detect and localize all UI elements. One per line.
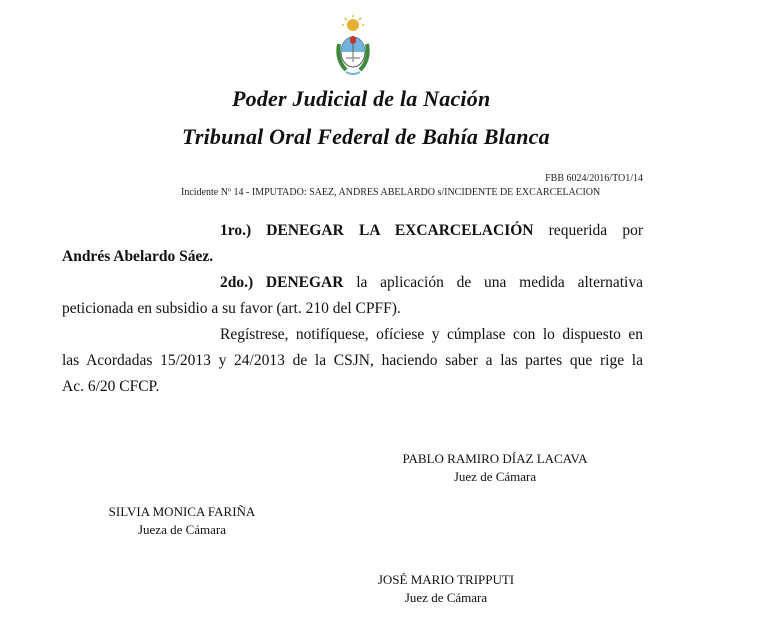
coat-of-arms-seal-icon xyxy=(330,14,376,78)
resolution-1-label: 1ro.) DENEGAR LA EXCARCELACIÓN xyxy=(220,222,534,239)
signer-name: SILVIA MONICA FARIÑA xyxy=(108,504,256,519)
resolution-3-line-1: Regístrese, notifíquese, ofíciese y cúmplase con lo dispuesto en xyxy=(220,326,643,343)
resolution-2-label: 2do.) DENEGAR xyxy=(220,274,344,291)
signature-block xyxy=(99,503,265,539)
resolution-3-line-3: Ac. 6/20 CFCP. xyxy=(62,378,160,395)
signer-title: Juez de Cámara xyxy=(404,590,488,605)
court-name-line-2: Tribunal Oral Federal de Bahía Blanca xyxy=(182,124,550,149)
signature-block xyxy=(387,450,603,486)
signer-title: Juez de Cámara xyxy=(453,469,537,484)
case-number: FBB 6024/2016/TO1/14 xyxy=(545,173,643,184)
defendant-name: Andrés Abelardo Sáez. xyxy=(62,248,214,265)
resolution-2-text-2: peticionada en subsidio a su favor (art. 210 del CPFF). xyxy=(62,300,401,317)
signer-name: PABLO RAMIRO DÍAZ LACAVA xyxy=(402,451,588,466)
signature-block xyxy=(347,571,545,607)
resolution-item-3 xyxy=(62,322,643,400)
resolution-2-text-1: la aplicación de una medida alternativa xyxy=(343,274,643,291)
resolution-item-2 xyxy=(62,270,643,322)
incident-caption: Incidente Nº 14 - IMPUTADO: SAEZ, ANDRES ABELARDO s/INCIDENTE DE EXCARCELACION xyxy=(181,187,601,198)
resolution-1-text: requerida por xyxy=(533,222,643,239)
signer-title: Jueza de Cámara xyxy=(137,522,227,537)
resolution-3-line-2: las Acordadas 15/2013 y 24/2013 de la CSJN, haciendo saber a las partes que rige la xyxy=(62,352,643,369)
signer-name: JOSÉ MARIO TRIPPUTI xyxy=(377,572,515,587)
court-name-line-1: Poder Judicial de la Nación xyxy=(232,86,491,111)
resolution-item-1 xyxy=(62,218,643,270)
